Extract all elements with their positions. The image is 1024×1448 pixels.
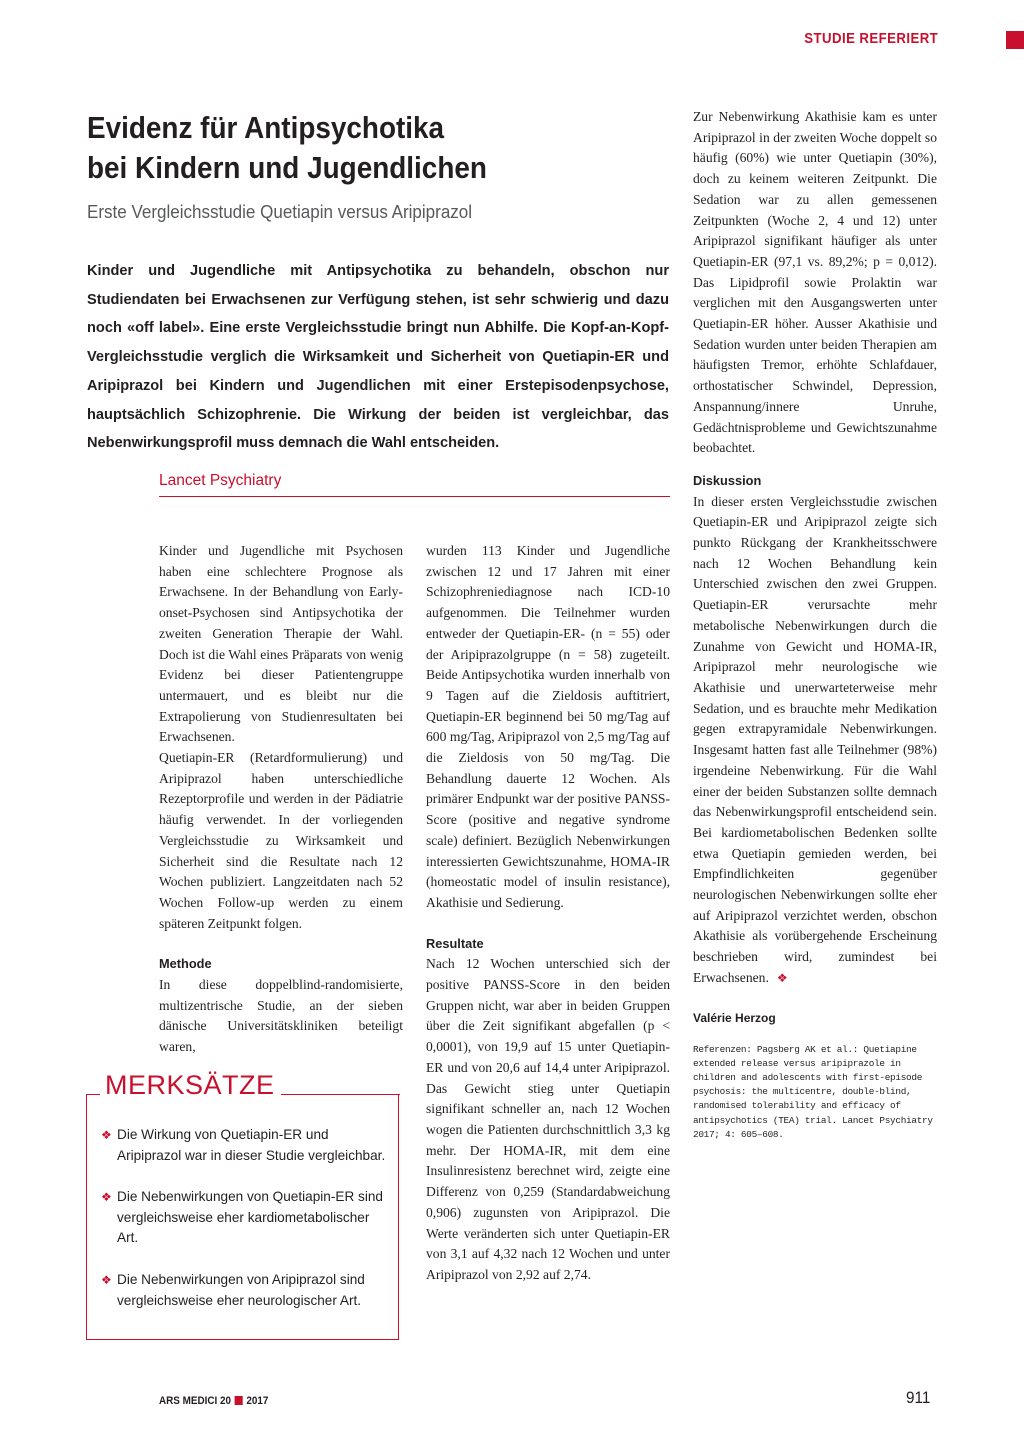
merksaetze-top-rule-left [86,1094,100,1095]
methode-paragraph: In diese doppelblind-randomisierte, multizentrische Studie, an der sieben dänische Universitätskliniken beteiligt waren, [159,977,403,1055]
merksaetze-item [101,1125,391,1166]
footer-journal [159,1395,268,1407]
source-divider [159,496,670,497]
references: Referenzen: Pagsberg AK et al.: Quetiapine extended release versus aripiprazole in children and adolescents with first-episode psychosis: the multicentre, double-blind, randomised tolerability and efficacy of antipsychotics (TEA) trial. Lancet Psychiatry 2017; 4: 605–608. [693,1043,933,1140]
merksaetze-top-rule-right [270,1094,400,1095]
methode-paragraph-continued: wurden 113 Kinder und Jugendliche zwischen 12 und 17 Jahren mit einer Schizophreniediagnose nach ICD-10 aufgenommen. Die Teilnehmer wurden entweder der Quetiapin-ER- (n = 55) oder der Aripiprazolgruppe (n = 58) zugeteilt. Beide Antipsychotika wurden innerhalb von 9 Tagen auf die Zieldosis auftitriert, Quetiapin-ER beginnend bei 50 mg/Tag auf 600 mg/Tag, Aripiprazol von 2,5 mg/Tag auf die Zieldosis von 50 mg/Tag. Die Behandlung dauerte 12 Wochen. Als primärer Endpunkt war der positive PANSS-Score (positive and negative syndrome scale) definiert. Bezüglich Nebenwirkungen interessierten Gewichtszunahme, HOMA-IR (homeostatic model of insulin resistance), Akathisie und Sedierung. [426,543,670,910]
body-column-1 [159,541,403,1058]
spacer [693,459,937,471]
merksaetze-item [101,1270,391,1311]
resultate-heading: Resultate [426,935,484,951]
merksaetze-item [101,1187,391,1249]
spacer [426,914,670,934]
merksaetze-item-text: Die Nebenwirkungen von Aripiprazol sind vergleichsweise eher neurologischer Art. [117,1271,365,1308]
article-lead: Kinder und Jugendliche mit Antipsychotika zu behandeln, obschon nur Studiendaten bei Erwachsenen zur Verfügung stehen, ist sehr schwierig und dazu noch «off label». Eine erste Vergleichsstudie bringt nun Abhilfe. Die Kopf-an-Kopf-Vergleichsstudie verglich die Wirksamkeit und Sicherheit von Quetiapin-ER und Aripiprazol bei Kindern und Jugendlichen mit einer Erstepisodenpsychose, hauptsächlich Schizophrenie. Die Wirkung der beiden ist vergleichbar, das Nebenwirkungsprofil muss demnach die Wahl entscheiden. [87,263,669,452]
header-accent-square [1006,31,1024,49]
spacer [159,934,403,954]
merksaetze-list [101,1125,391,1332]
resultate-paragraph: Nach 12 Wochen unterschied sich der positive PANSS-Score in den beiden Gruppen nicht, war aber in beiden Gruppen über die Zeit signifikant abgefallen (p < 0,0001), von 19,9 auf 15 unter Quetiapin-ER und von 20,6 auf 14,4 unter Aripiprazol. Das Gewicht stieg unter Quetiapin signifikant schneller an, nach 12 Wochen wogen die Patienten durchschnittlich 3,3 kg mehr. Der HOMA-IR, mit dem eine Insulinresistenz berechnet wird, zeigte eine Differenz von 0,259 (Standardabweichung 0,906) zugunsten von Aripiprazol. Die Werte veränderten sich unter Quetiapin-ER von 3,1 auf 4,32 nach 12 Wochen und unter Aripiprazol von 2,92 auf 2,74. [426,956,670,1282]
footer-accent-square [235,1396,243,1405]
article-title-line2: bei Kindern und Jugendlichen [87,150,487,185]
footer-journal-name: ARS MEDICI 20 [159,1395,232,1407]
intro-paragraph-1: Kinder und Jugendliche mit Psychosen haben eine schlechtere Prognose als Erwachsene. In der Behandlung von Early-onset-Psychosen sind Antipsychotika der zweiten Generation Therapie der Wahl. Doch ist die Wahl eines Präparats von wenig Evidenz bei dieser Patientengruppe untermauert, und es bleibt nur die Extrapolierung von Studienresultaten bei Erwachsenen. [159,543,403,745]
bullet-icon: ❖ [101,1190,112,1205]
merksaetze-title: MERKSÄTZE [103,1070,281,1101]
merksaetze-item-text: Die Nebenwirkungen von Quetiapin-ER sind vergleichsweise eher kardiometabolischer Art. [117,1189,383,1246]
article-subtitle: Erste Vergleichsstudie Quetiapin versus Aripiprazol [87,201,473,222]
body-column-3 [693,107,937,1142]
bullet-icon: ❖ [101,1272,112,1287]
page-number: 911 [906,1388,931,1407]
end-mark-icon: ❖ [776,970,788,985]
diskussion-heading: Diskussion [693,472,762,488]
article-source: Lancet Psychiatry [159,472,282,489]
section-label: STUDIE REFERIERT [804,30,938,47]
body-column-2 [426,541,670,1286]
resultate-paragraph-continued: Zur Nebenwirkung Akathisie kam es unter Aripiprazol in der zweiten Woche doppelt so häufig (60%) wie unter Quetiapin (30%), doch zu keinem weiteren Zeitpunkt. Die Sedation war zu allen gemessenen Zeitpunkten (Woche 2, 4 und 12) unter Aripiprazol signifikant häufiger als unter Quetiapin-ER (97,1 vs. 89,2%; p = 0,012). Das Lipidprofil sowie Prolaktin war verglichen mit den Ausgangswerten unter Quetiapin-ER höher. Ausser Akathisie und Sedation wurden unter beiden Therapien am häufigsten Tremor, erhöhte Schlafdauer, orthostatischer Schwindel, Depression, Anspannung/innere Unruhe, Gedächtnisprobleme und Gewichtszunahme beobachtet. [693,109,937,456]
intro-paragraph-2: Quetiapin-ER (Retardformulierung) und Aripiprazol haben unterschiedliche Rezeptorprofile und werden in der Pädiatrie häufig verwendet. In der vorliegenden Vergleichsstudie zu Wirksamkeit und Sicherheit sind die Resultate nach 12 Wochen publiziert. Langzeitdaten nach 52 Wochen Follow-up werden zu einem späteren Zeitpunkt folgen. [159,750,403,931]
bullet-icon: ❖ [101,1128,112,1142]
diskussion-text: In dieser ersten Vergleichsstudie zwischen Quetiapin-ER und Aripiprazol zeigte sich punkto Rückgang der Krankheitsschwere nach 12 Wochen Behandlung kein Unterschied zwischen den zwei Gruppen. Quetiapin-ER verursachte mehr metabolische Nebenwirkungen durch die Zunahme von Gewicht und HOMA-IR, Aripiprazol mehr neurologische wie Akathisie und unerwarteterweise mehr Sedation, und es brauchte mehr Medikation gegen extrapyramidale Nebenwirkungen. Insgesamt hatten fast alle Teilnehmer (98%) irgendeine Nebenwirkung. Für die Wahl einer der beiden Substanzen sollte demnach das Nebenwirkungsprofil entscheidend sein. Bei kardiometabolischen Bedenken sollte etwa Quetiapin gemieden werden, bei Empfindlichkeiten gegenüber neurologischen Nebenwirkungen sollte eher auf Aripiprazol verzichtet werden, obschon Akathisie als vorübergehende Erscheinung beschrieben wird, zumindest bei Erwachsenen. [693,493,937,985]
merksaetze-item-text: Die Wirkung von Quetiapin-ER und Aripiprazol war in dieser Studie vergleichbar. [117,1127,386,1163]
author: Valérie Herzog [693,1010,776,1025]
article-title [87,108,627,188]
article-title-line1: Evidenz für Antipsychotika [87,110,445,145]
footer-year: 2017 [246,1395,269,1407]
methode-heading: Methode [159,956,212,972]
diskussion-paragraph [693,492,937,989]
